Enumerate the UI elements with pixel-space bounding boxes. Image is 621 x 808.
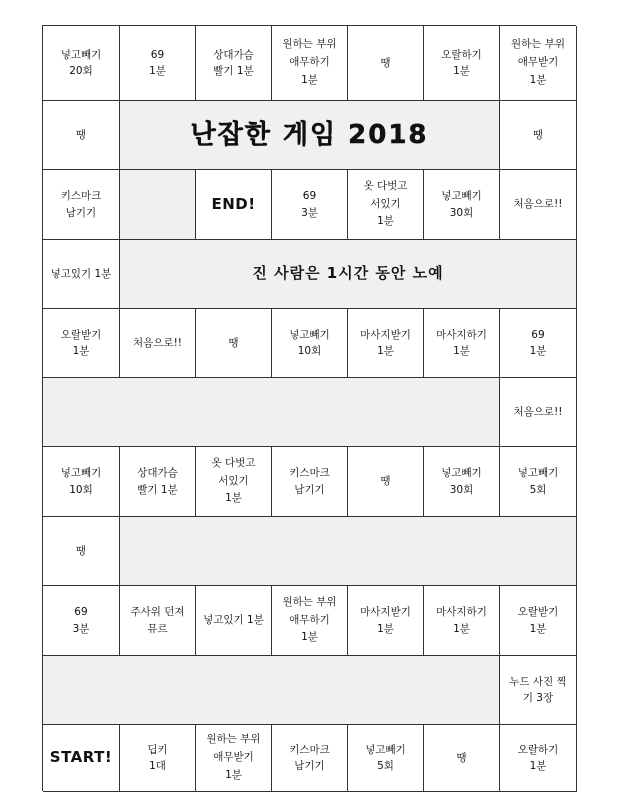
- board-cell: 땡: [43, 517, 120, 586]
- empty-area: [120, 517, 577, 586]
- board-cell: 넣고빼기 20회: [43, 26, 120, 101]
- board-cell: 마사지받기 1분: [348, 586, 424, 656]
- board-cell: 땡: [348, 26, 424, 101]
- board-cell: 키스마크 남기기: [272, 447, 348, 517]
- game-title: 난잡한 게임 2018: [190, 119, 429, 150]
- board-cell: 넣고빼기 30회: [424, 170, 500, 240]
- board-cell: 땡: [348, 447, 424, 517]
- game-board: [42, 25, 576, 791]
- board-cell: 처음으로!!: [120, 309, 196, 378]
- board-cell: 69 3분: [272, 170, 348, 240]
- board-cell: 원하는 부위 애무받기 1분: [500, 26, 577, 101]
- board-cell: 69 3분: [43, 586, 120, 656]
- title-area: [120, 101, 500, 170]
- board-cell: 넣고빼기 5회: [348, 725, 424, 792]
- board-cell: 땡: [43, 101, 120, 170]
- board-cell: 땡: [424, 725, 500, 792]
- board-cell: 땡: [196, 309, 272, 378]
- board-cell: 오랄받기 1분: [500, 586, 577, 656]
- board-cell: 69 1분: [500, 309, 577, 378]
- board-cell: 처음으로!!: [500, 170, 577, 240]
- board-cell: 누드 사진 찍 기 3장: [500, 656, 577, 725]
- board-cell: 오랄하기 1분: [500, 725, 577, 792]
- start-cell: START!: [43, 725, 120, 792]
- board-cell: 상대가슴 빨기 1분: [120, 447, 196, 517]
- board-cell: 땡: [500, 101, 577, 170]
- board-cell: 처음으로!!: [500, 378, 577, 447]
- board-cell: 넣고있기 1분: [43, 240, 120, 309]
- board-cell: 마사지하기 1분: [424, 586, 500, 656]
- board-cell: 오랄하기 1분: [424, 26, 500, 101]
- board-cell: 마사지하기 1분: [424, 309, 500, 378]
- board-cell: 넣고빼기 10회: [272, 309, 348, 378]
- board-cell: 원하는 부위 애무하기 1분: [272, 26, 348, 101]
- board-cell: 옷 다벗고 서있기 1분: [196, 447, 272, 517]
- board-cell: 옷 다벗고 서있기 1분: [348, 170, 424, 240]
- board-cell: 주사위 던져 뮤르: [120, 586, 196, 656]
- board-cell: 69 1분: [120, 26, 196, 101]
- board-cell: 넣고빼기 5회: [500, 447, 577, 517]
- board-cell: 딥키 1대: [120, 725, 196, 792]
- end-cell: END!: [196, 170, 272, 240]
- rule-area: [120, 240, 577, 309]
- board-cell: 넣고빼기 10회: [43, 447, 120, 517]
- board-cell: 원하는 부위 애무하기 1분: [272, 586, 348, 656]
- empty-area: [43, 378, 500, 447]
- board-cell: 넣고있기 1분: [196, 586, 272, 656]
- board-cell: 넣고빼기 30회: [424, 447, 500, 517]
- empty-area: [120, 170, 196, 240]
- board-cell: 오랄받기 1분: [43, 309, 120, 378]
- board-cell: 키스마크 남기기: [272, 725, 348, 792]
- board-cell: 상대가슴 빨기 1분: [196, 26, 272, 101]
- empty-area: [43, 656, 500, 725]
- board-cell: 마사지받기 1분: [348, 309, 424, 378]
- loser-rule-text: 진 사람은 1시간 동안 노예: [252, 264, 444, 283]
- board-cell: 원하는 부위 애무받기 1분: [196, 725, 272, 792]
- board-cell: 키스마크 남기기: [43, 170, 120, 240]
